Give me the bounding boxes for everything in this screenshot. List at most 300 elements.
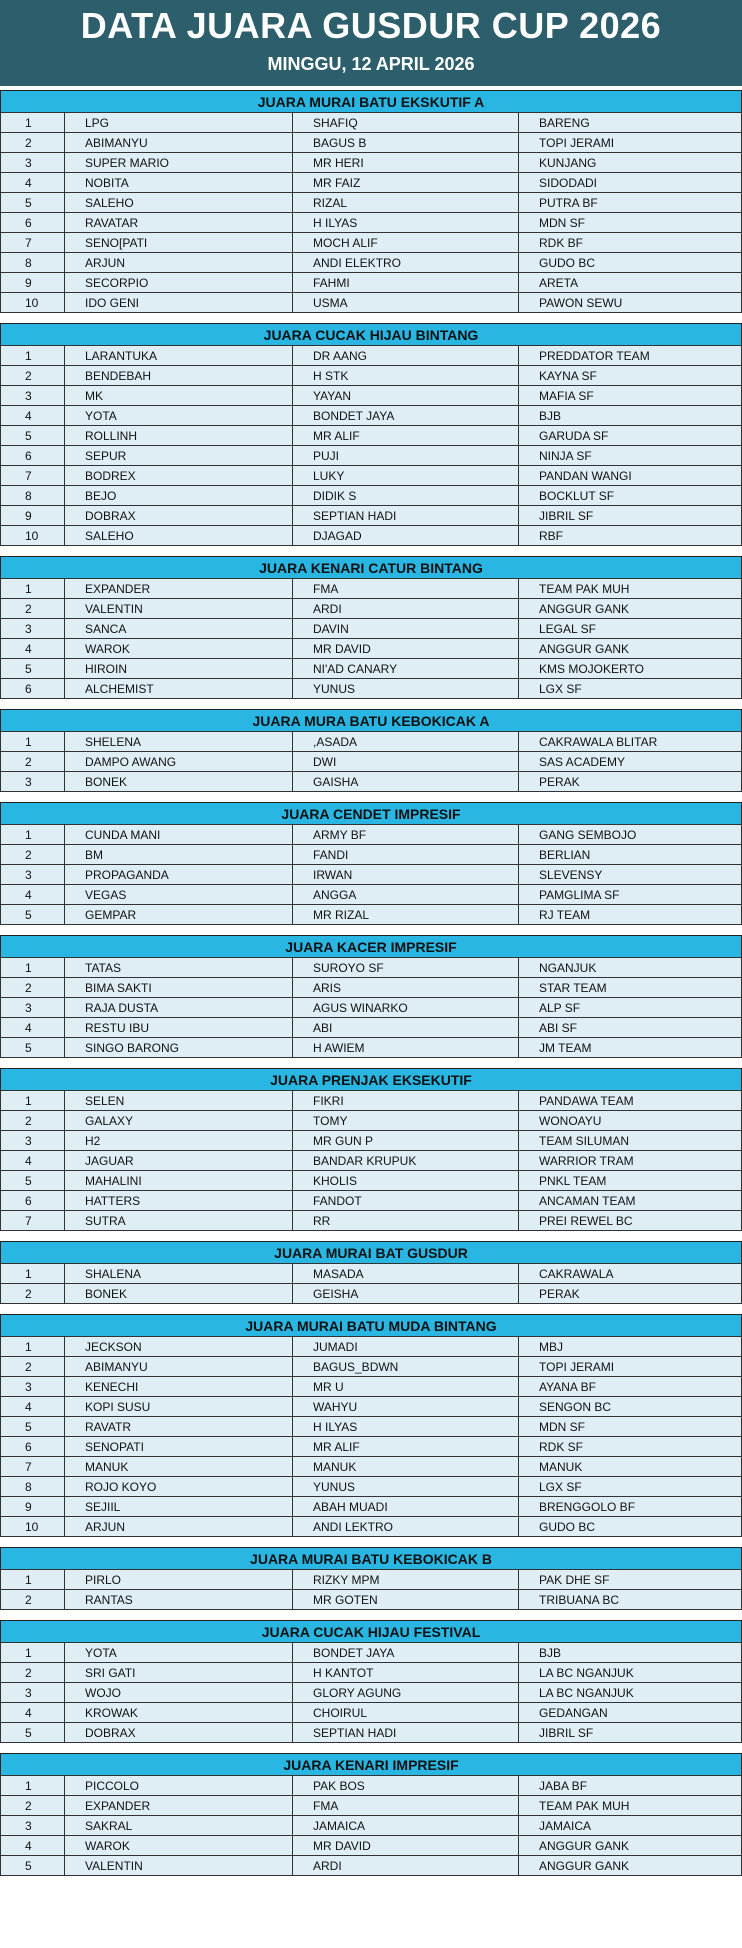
rank-cell: 5	[1, 1171, 65, 1191]
team-cell: ANGGUR GANK	[519, 639, 742, 659]
section-title: JUARA MURA BATU KEBOKICAK A	[0, 709, 742, 731]
rank-cell: 8	[1, 1477, 65, 1497]
team-cell: NGANJUK	[519, 958, 742, 978]
rank-cell: 6	[1, 446, 65, 466]
table-row	[1, 386, 742, 406]
owner-cell: MR DAVID	[293, 639, 519, 659]
rank-cell: 2	[1, 1590, 65, 1610]
bird-name-cell: VEGAS	[65, 885, 293, 905]
rank-cell: 2	[1, 1357, 65, 1377]
team-cell: PANDAWA TEAM	[519, 1091, 742, 1111]
team-cell: SENGON BC	[519, 1397, 742, 1417]
bird-name-cell: H2	[65, 1131, 293, 1151]
bird-name-cell: ARJUN	[65, 1517, 293, 1537]
bird-name-cell: SUPER MARIO	[65, 153, 293, 173]
table-row	[1, 1703, 742, 1723]
team-cell: GUDO BC	[519, 253, 742, 273]
bird-name-cell: ALCHEMIST	[65, 679, 293, 699]
table-row	[1, 619, 742, 639]
bird-name-cell: ARJUN	[65, 253, 293, 273]
results-table	[0, 1336, 742, 1537]
table-row	[1, 885, 742, 905]
owner-cell: SEPTIAN HADI	[293, 1723, 519, 1743]
rank-cell: 1	[1, 1337, 65, 1357]
bird-name-cell: YOTA	[65, 406, 293, 426]
rank-cell: 3	[1, 1131, 65, 1151]
team-cell: PREDDATOR TEAM	[519, 346, 742, 366]
rank-cell: 4	[1, 406, 65, 426]
owner-cell: ABI	[293, 1018, 519, 1038]
rank-cell: 6	[1, 679, 65, 699]
rank-cell: 3	[1, 1816, 65, 1836]
bird-name-cell: DOBRAX	[65, 506, 293, 526]
owner-cell: ANDI LEKTRO	[293, 1517, 519, 1537]
table-row	[1, 1038, 742, 1058]
rank-cell: 4	[1, 885, 65, 905]
section-title: JUARA MURAI BATU KEBOKICAK B	[0, 1547, 742, 1569]
rank-cell: 4	[1, 1151, 65, 1171]
rank-cell: 3	[1, 998, 65, 1018]
owner-cell: MR FAIZ	[293, 173, 519, 193]
bird-name-cell: GEMPAR	[65, 905, 293, 925]
bird-name-cell: WAROK	[65, 1836, 293, 1856]
team-cell: PERAK	[519, 772, 742, 792]
results-table	[0, 1090, 742, 1231]
rank-cell: 6	[1, 1191, 65, 1211]
owner-cell: MR ALIF	[293, 1437, 519, 1457]
bird-name-cell: KROWAK	[65, 1703, 293, 1723]
results-table	[0, 957, 742, 1058]
table-row	[1, 1497, 742, 1517]
owner-cell: MR HERI	[293, 153, 519, 173]
table-row	[1, 233, 742, 253]
table-row	[1, 293, 742, 313]
team-cell: AYANA BF	[519, 1377, 742, 1397]
rank-cell: 3	[1, 153, 65, 173]
bird-name-cell: HATTERS	[65, 1191, 293, 1211]
table-row	[1, 133, 742, 153]
bird-name-cell: VALENTIN	[65, 599, 293, 619]
table-row	[1, 273, 742, 293]
owner-cell: ARMY BF	[293, 825, 519, 845]
bird-name-cell: SENOPATI	[65, 1437, 293, 1457]
owner-cell: BONDET JAYA	[293, 1643, 519, 1663]
rank-cell: 3	[1, 386, 65, 406]
owner-cell: WAHYU	[293, 1397, 519, 1417]
owner-cell: KHOLIS	[293, 1171, 519, 1191]
rank-cell: 7	[1, 233, 65, 253]
owner-cell: DJAGAD	[293, 526, 519, 546]
owner-cell: ABAH MUADI	[293, 1497, 519, 1517]
team-cell: RJ TEAM	[519, 905, 742, 925]
bird-name-cell: VALENTIN	[65, 1856, 293, 1876]
owner-cell: CHOIRUL	[293, 1703, 519, 1723]
table-row	[1, 426, 742, 446]
team-cell: RBF	[519, 526, 742, 546]
team-cell: LA BC NGANJUK	[519, 1683, 742, 1703]
rank-cell: 2	[1, 1796, 65, 1816]
rank-cell: 1	[1, 1264, 65, 1284]
table-row	[1, 998, 742, 1018]
rank-cell: 5	[1, 426, 65, 446]
rank-cell: 1	[1, 1776, 65, 1796]
owner-cell: PUJI	[293, 446, 519, 466]
rank-cell: 1	[1, 579, 65, 599]
results-section	[0, 1620, 742, 1743]
table-row	[1, 905, 742, 925]
results-section	[0, 90, 742, 313]
bird-name-cell: SRI GATI	[65, 1663, 293, 1683]
owner-cell: NI'AD CANARY	[293, 659, 519, 679]
team-cell: NINJA SF	[519, 446, 742, 466]
owner-cell: MASADA	[293, 1264, 519, 1284]
team-cell: PUTRA BF	[519, 193, 742, 213]
table-row	[1, 153, 742, 173]
rank-cell: 10	[1, 526, 65, 546]
table-row	[1, 825, 742, 845]
section-title: JUARA KENARI CATUR BINTANG	[0, 556, 742, 578]
rank-cell: 2	[1, 1111, 65, 1131]
team-cell: GARUDA SF	[519, 426, 742, 446]
team-cell: ALP SF	[519, 998, 742, 1018]
rank-cell: 9	[1, 1497, 65, 1517]
bird-name-cell: SANCA	[65, 619, 293, 639]
bird-name-cell: SALEHO	[65, 193, 293, 213]
section-title: JUARA KENARI IMPRESIF	[0, 1753, 742, 1775]
rank-cell: 4	[1, 1703, 65, 1723]
rank-cell: 3	[1, 772, 65, 792]
bird-name-cell: DAMPO AWANG	[65, 752, 293, 772]
rank-cell: 5	[1, 1723, 65, 1743]
table-row	[1, 1683, 742, 1703]
rank-cell: 2	[1, 133, 65, 153]
table-row	[1, 1397, 742, 1417]
rank-cell: 5	[1, 659, 65, 679]
owner-cell: H STK	[293, 366, 519, 386]
bird-name-cell: RAVATAR	[65, 213, 293, 233]
owner-cell: JAMAICA	[293, 1816, 519, 1836]
results-section	[0, 935, 742, 1058]
table-row	[1, 173, 742, 193]
owner-cell: IRWAN	[293, 865, 519, 885]
team-cell: MDN SF	[519, 1417, 742, 1437]
bird-name-cell: JAGUAR	[65, 1151, 293, 1171]
rank-cell: 6	[1, 1437, 65, 1457]
rank-cell: 5	[1, 905, 65, 925]
results-table	[0, 112, 742, 313]
section-title: JUARA KACER IMPRESIF	[0, 935, 742, 957]
table-row	[1, 1417, 742, 1437]
table-row	[1, 1856, 742, 1876]
table-row	[1, 1171, 742, 1191]
table-row	[1, 1151, 742, 1171]
results-section	[0, 709, 742, 792]
bird-name-cell: SECORPIO	[65, 273, 293, 293]
table-row	[1, 599, 742, 619]
bird-name-cell: KENECHI	[65, 1377, 293, 1397]
table-row	[1, 732, 742, 752]
team-cell: RDK SF	[519, 1437, 742, 1457]
owner-cell: MR RIZAL	[293, 905, 519, 925]
rank-cell: 6	[1, 213, 65, 233]
table-row	[1, 1357, 742, 1377]
table-row	[1, 1663, 742, 1683]
table-row	[1, 1091, 742, 1111]
table-row	[1, 752, 742, 772]
bird-name-cell: ABIMANYU	[65, 133, 293, 153]
owner-cell: ARDI	[293, 1856, 519, 1876]
team-cell: BERLIAN	[519, 845, 742, 865]
owner-cell: MR GUN P	[293, 1131, 519, 1151]
table-row	[1, 1211, 742, 1231]
bird-name-cell: KOPI SUSU	[65, 1397, 293, 1417]
team-cell: CAKRAWALA BLITAR	[519, 732, 742, 752]
owner-cell: JUMADI	[293, 1337, 519, 1357]
team-cell: RDK BF	[519, 233, 742, 253]
bird-name-cell: NOBITA	[65, 173, 293, 193]
table-row	[1, 1377, 742, 1397]
table-row	[1, 466, 742, 486]
owner-cell: RIZKY MPM	[293, 1570, 519, 1590]
team-cell: MAFIA SF	[519, 386, 742, 406]
team-cell: BOCKLUT SF	[519, 486, 742, 506]
owner-cell: ANDI ELEKTRO	[293, 253, 519, 273]
section-title: JUARA CUCAK HIJAU BINTANG	[0, 323, 742, 345]
results-table	[0, 824, 742, 925]
bird-name-cell: CUNDA MANI	[65, 825, 293, 845]
team-cell: BRENGGOLO BF	[519, 1497, 742, 1517]
rank-cell: 2	[1, 752, 65, 772]
table-row	[1, 526, 742, 546]
section-title: JUARA CUCAK HIJAU FESTIVAL	[0, 1620, 742, 1642]
team-cell: SIDODADI	[519, 173, 742, 193]
team-cell: CAKRAWALA	[519, 1264, 742, 1284]
bird-name-cell: RANTAS	[65, 1590, 293, 1610]
bird-name-cell: BM	[65, 845, 293, 865]
bird-name-cell: SAKRAL	[65, 1816, 293, 1836]
owner-cell: PAK BOS	[293, 1776, 519, 1796]
rank-cell: 9	[1, 273, 65, 293]
rank-cell: 7	[1, 466, 65, 486]
table-row	[1, 1284, 742, 1304]
rank-cell: 5	[1, 193, 65, 213]
bird-name-cell: SEJIIL	[65, 1497, 293, 1517]
owner-cell: BAGUS B	[293, 133, 519, 153]
team-cell: SAS ACADEMY	[519, 752, 742, 772]
rank-cell: 8	[1, 253, 65, 273]
rank-cell: 2	[1, 845, 65, 865]
bird-name-cell: SHELENA	[65, 732, 293, 752]
team-cell: LGX SF	[519, 679, 742, 699]
rank-cell: 4	[1, 1836, 65, 1856]
owner-cell: FMA	[293, 579, 519, 599]
owner-cell: H AWIEM	[293, 1038, 519, 1058]
table-row	[1, 486, 742, 506]
results-table	[0, 1569, 742, 1610]
owner-cell: MANUK	[293, 1457, 519, 1477]
results-section	[0, 1547, 742, 1610]
table-row	[1, 253, 742, 273]
owner-cell: DIDIK S	[293, 486, 519, 506]
bird-name-cell: RAJA DUSTA	[65, 998, 293, 1018]
rank-cell: 4	[1, 639, 65, 659]
rank-cell: 5	[1, 1417, 65, 1437]
team-cell: PAMGLIMA SF	[519, 885, 742, 905]
owner-cell: TOMY	[293, 1111, 519, 1131]
bird-name-cell: PICCOLO	[65, 1776, 293, 1796]
bird-name-cell: SALEHO	[65, 526, 293, 546]
bird-name-cell: WOJO	[65, 1683, 293, 1703]
bird-name-cell: MK	[65, 386, 293, 406]
team-cell: KAYNA SF	[519, 366, 742, 386]
team-cell: LA BC NGANJUK	[519, 1663, 742, 1683]
rank-cell: 1	[1, 113, 65, 133]
team-cell: GUDO BC	[519, 1517, 742, 1537]
team-cell: LGX SF	[519, 1477, 742, 1497]
owner-cell: ANGGA	[293, 885, 519, 905]
owner-cell: BANDAR KRUPUK	[293, 1151, 519, 1171]
table-row	[1, 1836, 742, 1856]
team-cell: PAK DHE SF	[519, 1570, 742, 1590]
bird-name-cell: SENO[PATI	[65, 233, 293, 253]
rank-cell: 1	[1, 732, 65, 752]
table-row	[1, 213, 742, 233]
bird-name-cell: EXPANDER	[65, 579, 293, 599]
table-row	[1, 958, 742, 978]
table-row	[1, 639, 742, 659]
owner-cell: YAYAN	[293, 386, 519, 406]
team-cell: MANUK	[519, 1457, 742, 1477]
section-title: JUARA PRENJAK EKSEKUTIF	[0, 1068, 742, 1090]
owner-cell: SUROYO SF	[293, 958, 519, 978]
team-cell: PREI REWEL BC	[519, 1211, 742, 1231]
bird-name-cell: BEJO	[65, 486, 293, 506]
bird-name-cell: BIMA SAKTI	[65, 978, 293, 998]
table-row	[1, 1337, 742, 1357]
owner-cell: AGUS WINARKO	[293, 998, 519, 1018]
bird-name-cell: BODREX	[65, 466, 293, 486]
owner-cell: BONDET JAYA	[293, 406, 519, 426]
rank-cell: 4	[1, 1397, 65, 1417]
table-row	[1, 1796, 742, 1816]
team-cell: WARRIOR TRAM	[519, 1151, 742, 1171]
table-row	[1, 1590, 742, 1610]
team-cell: BJB	[519, 406, 742, 426]
bird-name-cell: LPG	[65, 113, 293, 133]
table-row	[1, 1776, 742, 1796]
team-cell: TRIBUANA BC	[519, 1590, 742, 1610]
bird-name-cell: EXPANDER	[65, 1796, 293, 1816]
team-cell: KMS MOJOKERTO	[519, 659, 742, 679]
team-cell: MDN SF	[519, 213, 742, 233]
team-cell: JABA BF	[519, 1776, 742, 1796]
team-cell: ANGGUR GANK	[519, 1836, 742, 1856]
owner-cell: GLORY AGUNG	[293, 1683, 519, 1703]
rank-cell: 2	[1, 1663, 65, 1683]
owner-cell: MR GOTEN	[293, 1590, 519, 1610]
bird-name-cell: SEPUR	[65, 446, 293, 466]
table-row	[1, 193, 742, 213]
rank-cell: 3	[1, 1377, 65, 1397]
rank-cell: 5	[1, 1038, 65, 1058]
rank-cell: 1	[1, 825, 65, 845]
team-cell: PAWON SEWU	[519, 293, 742, 313]
owner-cell: MR ALIF	[293, 426, 519, 446]
rank-cell: 7	[1, 1211, 65, 1231]
team-cell: PANDAN WANGI	[519, 466, 742, 486]
rank-cell: 3	[1, 865, 65, 885]
table-row	[1, 659, 742, 679]
bird-name-cell: SUTRA	[65, 1211, 293, 1231]
table-row	[1, 679, 742, 699]
page-date: MINGGU, 12 APRIL 2026	[267, 54, 475, 74]
page-header	[0, 0, 742, 86]
team-cell: SLEVENSY	[519, 865, 742, 885]
bird-name-cell: PIRLO	[65, 1570, 293, 1590]
rank-cell: 1	[1, 1570, 65, 1590]
team-cell: GEDANGAN	[519, 1703, 742, 1723]
owner-cell: BAGUS_BDWN	[293, 1357, 519, 1377]
team-cell: BJB	[519, 1643, 742, 1663]
results-table	[0, 578, 742, 699]
results-table	[0, 1263, 742, 1304]
bird-name-cell: TATAS	[65, 958, 293, 978]
bird-name-cell: LARANTUKA	[65, 346, 293, 366]
bird-name-cell: DOBRAX	[65, 1723, 293, 1743]
table-row	[1, 772, 742, 792]
team-cell: KUNJANG	[519, 153, 742, 173]
results-section	[0, 323, 742, 546]
rank-cell: 3	[1, 1683, 65, 1703]
table-row	[1, 1517, 742, 1537]
rank-cell: 2	[1, 1284, 65, 1304]
bird-name-cell: ROJO KOYO	[65, 1477, 293, 1497]
rank-cell: 2	[1, 366, 65, 386]
rank-cell: 2	[1, 599, 65, 619]
rank-cell: 4	[1, 1018, 65, 1038]
table-row	[1, 1570, 742, 1590]
owner-cell: DAVIN	[293, 619, 519, 639]
owner-cell: FMA	[293, 1796, 519, 1816]
bird-name-cell: GALAXY	[65, 1111, 293, 1131]
table-row	[1, 346, 742, 366]
owner-cell: SEPTIAN HADI	[293, 506, 519, 526]
section-title: JUARA MURAI BATU EKSKUTIF A	[0, 90, 742, 112]
results-section	[0, 1753, 742, 1876]
table-row	[1, 1111, 742, 1131]
bird-name-cell: JECKSON	[65, 1337, 293, 1357]
bird-name-cell: PROPAGANDA	[65, 865, 293, 885]
table-row	[1, 446, 742, 466]
team-cell: TOPI JERAMI	[519, 133, 742, 153]
team-cell: TEAM SILUMAN	[519, 1131, 742, 1151]
table-row	[1, 406, 742, 426]
team-cell: TOPI JERAMI	[519, 1357, 742, 1377]
table-row	[1, 1018, 742, 1038]
bird-name-cell: WAROK	[65, 639, 293, 659]
table-row	[1, 865, 742, 885]
team-cell: JIBRIL SF	[519, 506, 742, 526]
owner-cell: ARIS	[293, 978, 519, 998]
owner-cell: FANDI	[293, 845, 519, 865]
owner-cell: FANDOT	[293, 1191, 519, 1211]
rank-cell: 5	[1, 1856, 65, 1876]
table-row	[1, 1643, 742, 1663]
team-cell: BARENG	[519, 113, 742, 133]
bird-name-cell: ABIMANYU	[65, 1357, 293, 1377]
table-row	[1, 579, 742, 599]
table-row	[1, 506, 742, 526]
